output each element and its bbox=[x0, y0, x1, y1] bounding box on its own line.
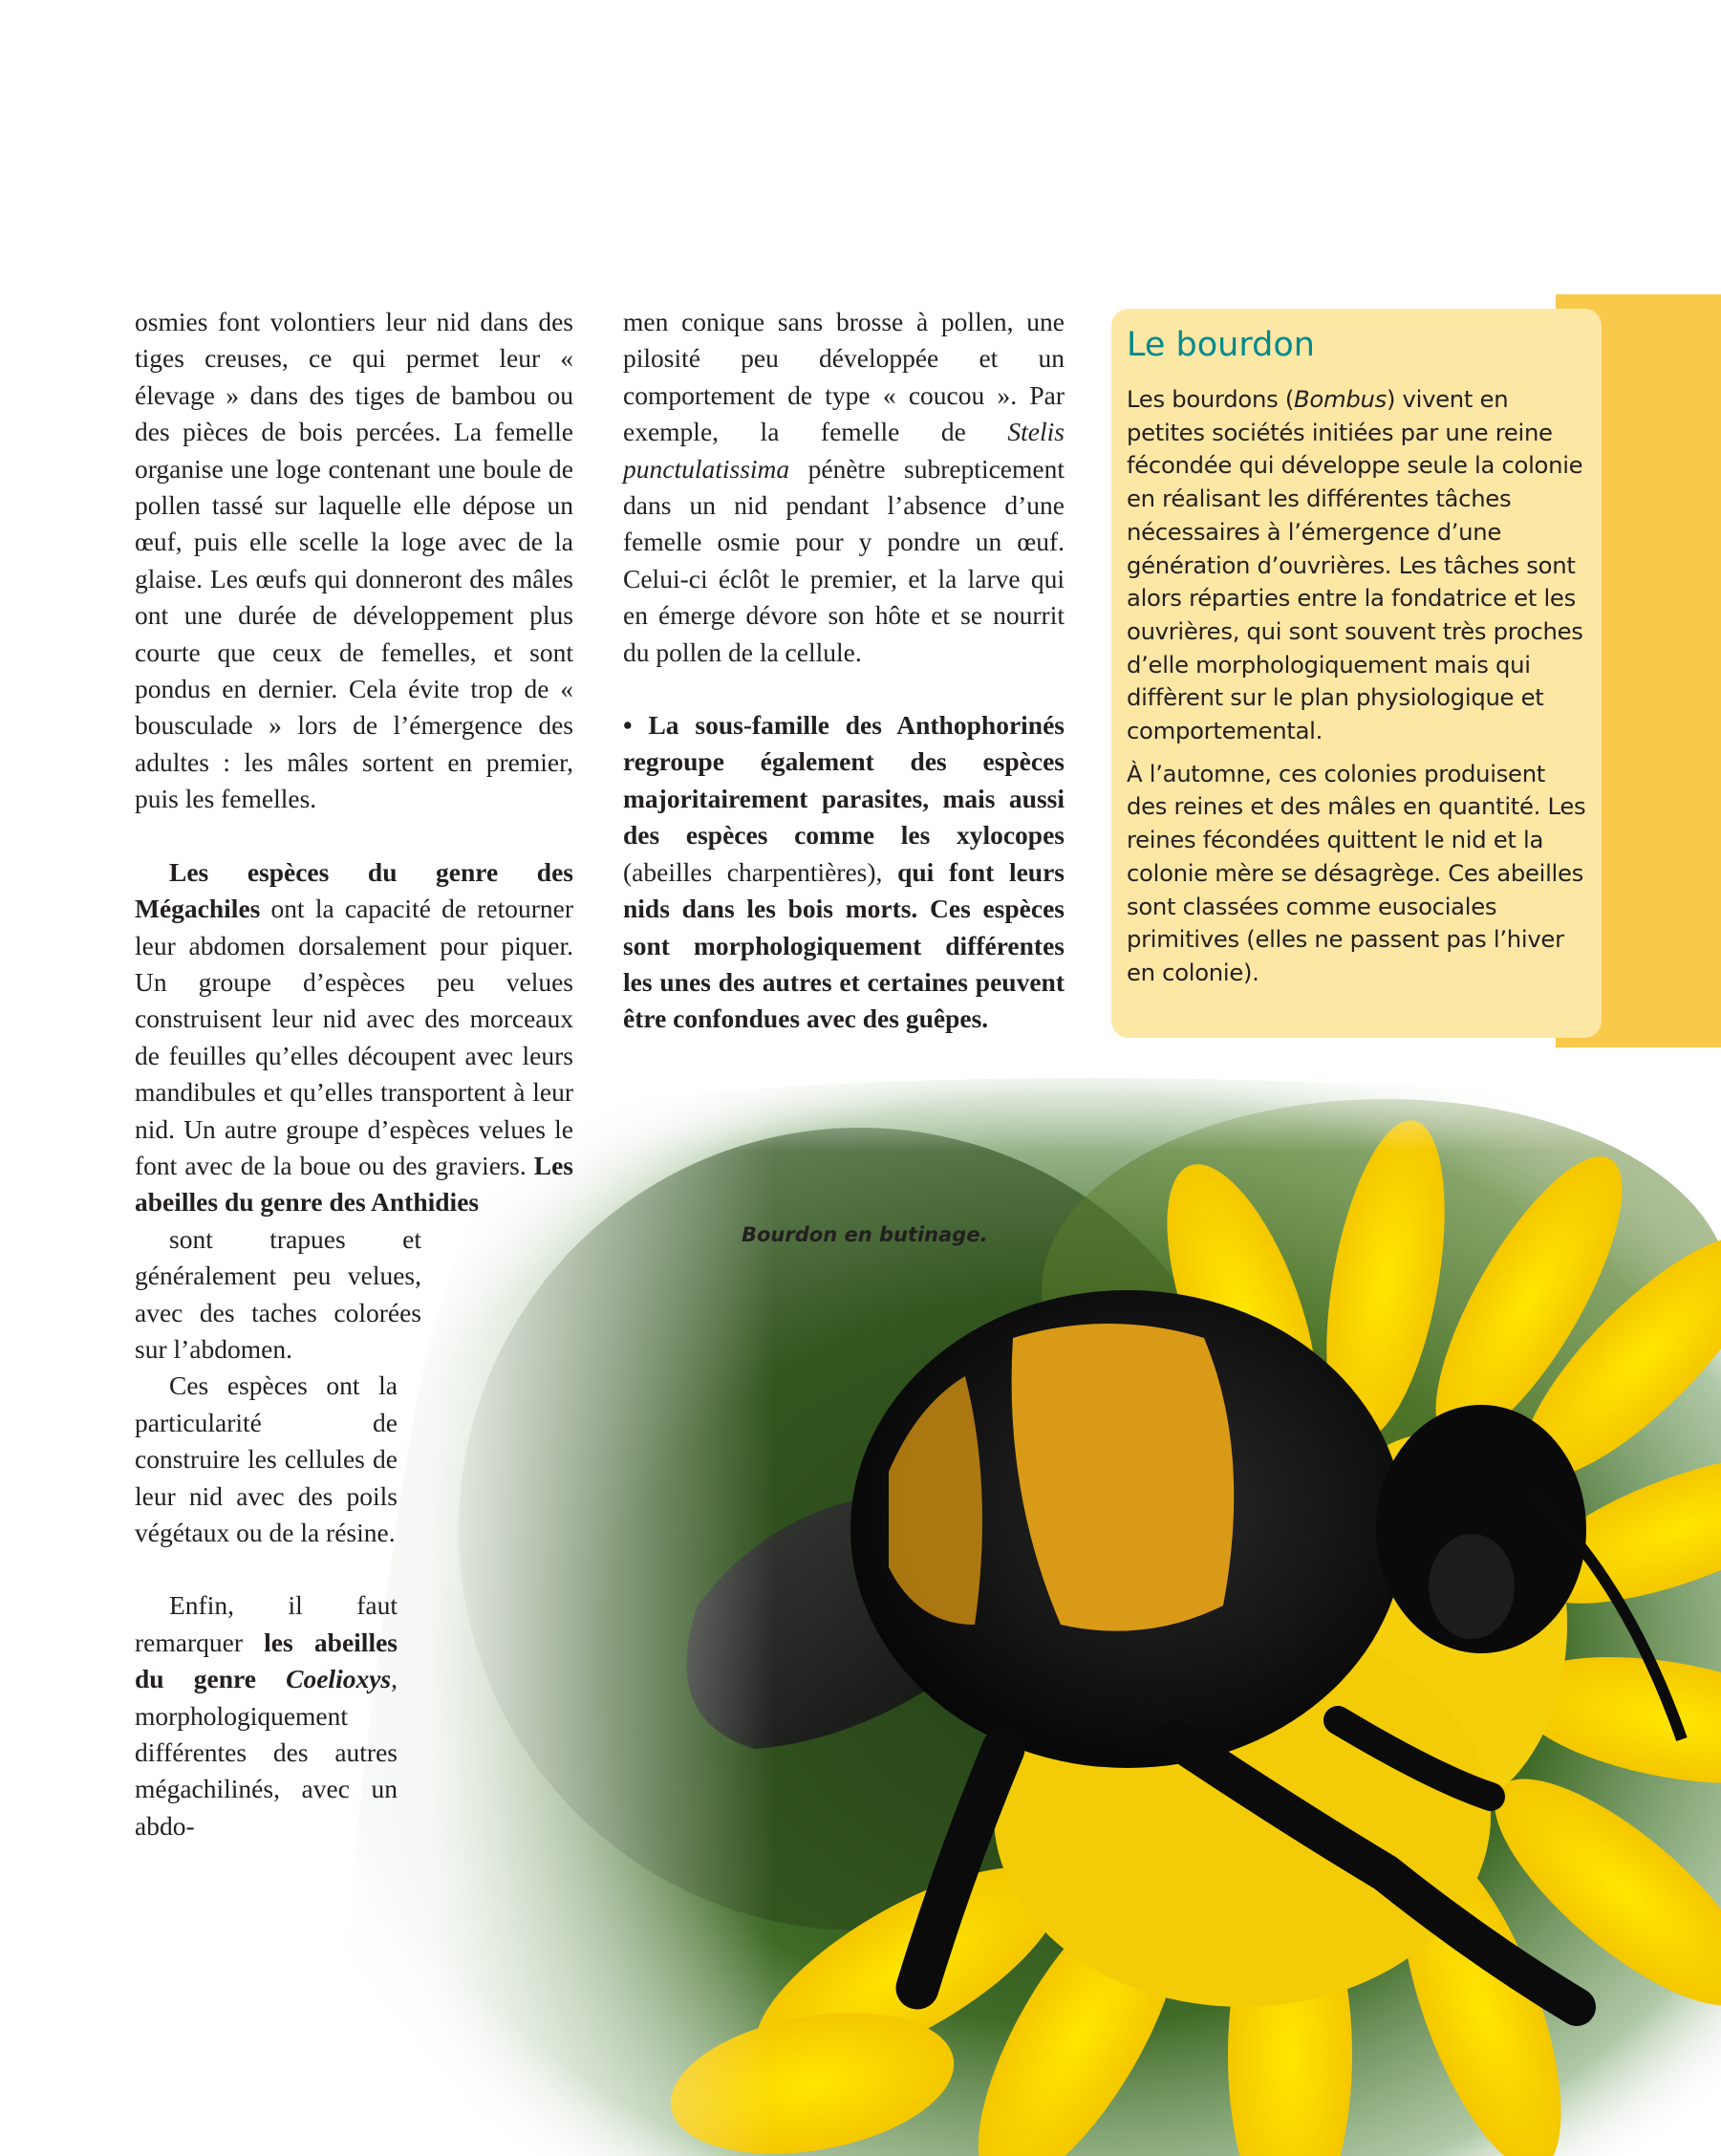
italic-text: Stelis punctulatissima bbox=[623, 417, 1065, 484]
text: Enfin, il faut remarquer bbox=[135, 1590, 398, 1657]
photo-caption: Bourdon en butinage. bbox=[742, 1223, 988, 1246]
paragraph bbox=[135, 854, 573, 1552]
text: sont trapues et généralement peu velues, avec des taches colorées sur l’abdomen. bbox=[135, 1223, 421, 1364]
bold-text: Les espèces du genre des Mégachiles bbox=[135, 856, 573, 924]
sidebar-box bbox=[1111, 309, 1602, 1038]
paragraph bbox=[135, 1587, 398, 1844]
sidebar-paragraph: À l’automne, ces colonies produisent des reines et des mâles en quantité. Les reines fécondées quittent le nid et la colonie mère se désagrège. Ces abeilles sont classées comme eusociales primitives (elles ne passent pas l’hiver en colonie). bbox=[1127, 759, 1586, 986]
text-column-2 bbox=[623, 304, 1065, 1038]
bold-text: • La sous-famille des Anthophorinés regroupe également des espèces majoritairement parasites, mais aussi des espèces comme les xylocopes bbox=[623, 710, 1065, 851]
paragraph bbox=[623, 304, 1065, 671]
text: , morphologiquement différentes des autres mégachilinés, avec un abdo- bbox=[135, 1664, 398, 1841]
paragraph bbox=[623, 707, 1065, 1038]
bold-text: les abeilles du genre bbox=[135, 1627, 398, 1694]
sidebar-paragraph bbox=[1127, 383, 1586, 748]
paragraph: osmies font volontiers leur nid dans des tiges creuses, ce qui permet leur « élevage » dans des tiges de bambou ou des pièces de bois percées. La femelle organise une loge contenant une boule de pollen tassé sur laquelle elle dépose un œuf, puis elle scelle la loge avec de la glaise. Les œufs qui donneront des mâles ont une durée de développement plus courte que ceux de femelles, et sont pondus en dernier. Cela évite trop de « bousculade » lors de l’émergence des adultes : les mâles sortent en premier, puis les femelles. bbox=[135, 307, 573, 814]
bold-text: Les abeilles du genre des Anthidies bbox=[135, 1150, 573, 1218]
sidebar-title: Le bourdon bbox=[1127, 326, 1315, 364]
italic-text: Bombus bbox=[1294, 385, 1387, 413]
text: Ces espèces ont la particularité de construire les cellules de leur nid avec des poils végétaux ou de la résine. bbox=[135, 1370, 398, 1547]
text: ) vivent en petites sociétés initiées par une reine fécondée qui développe seule la colonie en réalisant les différentes tâches nécessaires à l’émergence d’une génération d’ouvrières. Les tâches sont alors réparties entre la fondatrice et les ouvrières, qui sont souvent très proches d’elle morphologiquement mais qui diffèrent sur le plan physiologique et comportemental. bbox=[1127, 385, 1583, 745]
text: men conique sans brosse à pollen, une pilosité peu développée et un comportement de type « coucou ». Par exemple, la femelle de bbox=[623, 307, 1065, 447]
text-column-1 bbox=[135, 304, 573, 1844]
text: ont la capacité de retourner leur abdomen dorsalement pour piquer. Un groupe d’espèces peu velues construisent leur nid avec des morceaux de feuilles qu’elles découpent avec leurs mandibules et qu’elles transportent à leur nid. Un autre groupe d’espèces velues le font avec de la boue ou des graviers. bbox=[135, 894, 573, 1180]
text: (abeilles charpentières), bbox=[623, 856, 898, 887]
bold-text: qui font leurs nids dans les bois morts. Ces espèces sont morphologiquement différentes les unes des autres et certaines peuvent être confondues avec des guêpes. bbox=[623, 856, 1065, 1034]
text: Les bourdons ( bbox=[1127, 385, 1295, 413]
text: pénètre subrepticement dans un nid pendant l’absence d’une femelle osmie pour y pondre un œuf. Celui-ci éclôt le premier, et la larve qui en émerge dévore son hôte et se nourrit du pollen de la cellule. bbox=[623, 453, 1065, 667]
italic-text: Coelioxys bbox=[286, 1664, 392, 1694]
